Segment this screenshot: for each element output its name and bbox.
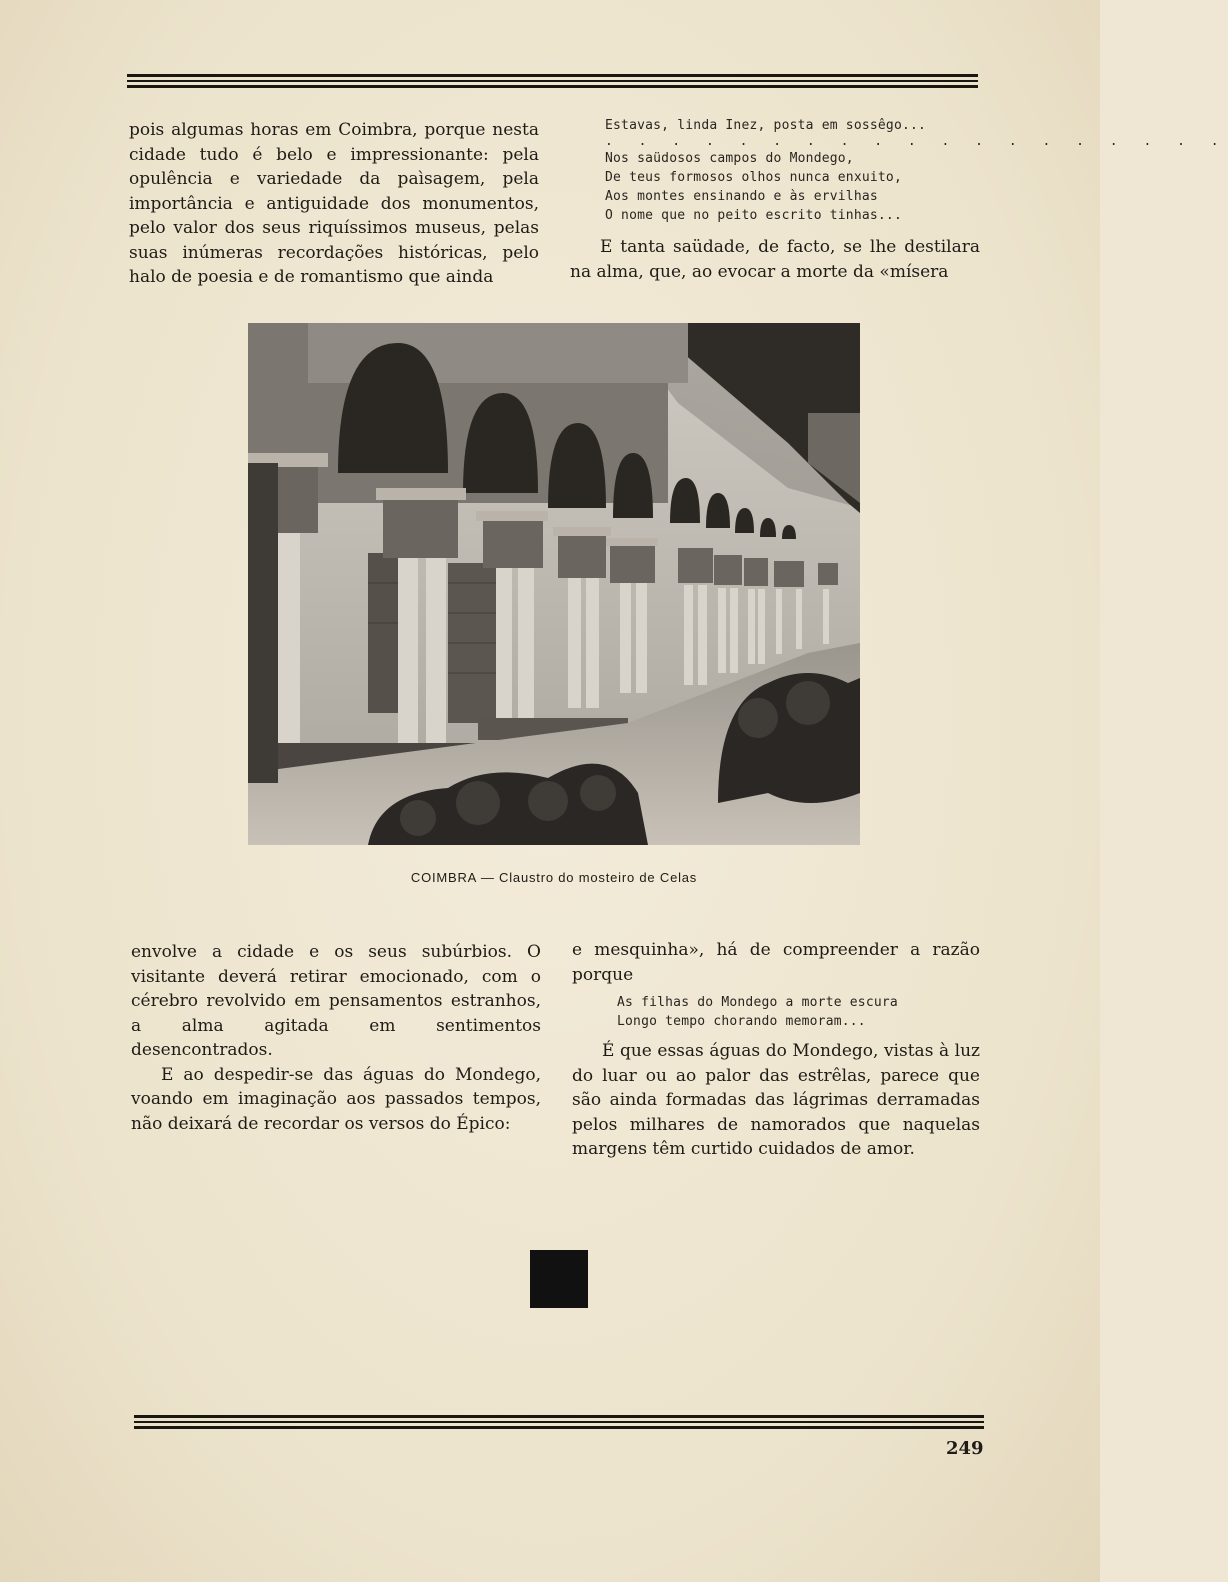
top-right-paragraph: E tanta saüdade, de facto, se lhe destilara na alma, que, ao evocar a morte da «mísera xyxy=(570,237,980,282)
verse-line: Aos montes ensinando e às ervilhas xyxy=(605,189,878,204)
top-left-paragraph: pois algumas horas em Coimbra, porque nesta cidade tudo é belo e impressionante: pela opulência e variedade da paìsagem, pela importância e antiguidade dos monumentos, pelo valor dos seus riquíssimos museus, pelas suas inúmeras recordações históricas, pelo halo de poesia e de romantismo que ainda xyxy=(129,120,539,287)
bottom-rule xyxy=(134,1415,984,1430)
top-rule xyxy=(127,74,978,89)
verse-line: Longo tempo chorando memoram... xyxy=(617,1014,866,1029)
top-left-column xyxy=(129,118,539,290)
bottom-right-paragraph-1: e mesquinha», há de compreender a razão porque xyxy=(572,940,980,985)
bottom-left-paragraph-1: envolve a cidade e os seus subúrbios. O visitante deverá retirar emocionado, com o cérebro revolvido em pensamentos estranhos, a alma agitada em sentimentos desencontrados. xyxy=(131,942,541,1060)
bottom-right-paragraph-2: É que essas águas do Mondego, vistas à luz do luar ou ao palor das estrêlas, parece que são ainda formadas das lágrimas derramadas pelos milhares de namorados que naquelas margens têm curtido cuidados de amor. xyxy=(572,1041,980,1159)
top-right-column xyxy=(570,116,1228,284)
bottom-right-column xyxy=(572,938,980,1162)
verse-line: Estavas, linda Inez, posta em sossêgo... xyxy=(605,118,927,133)
cloister-photograph xyxy=(248,323,860,845)
verse-line: O nome que no peito escrito tinhas... xyxy=(605,208,902,223)
verse-ellipsis-line: . . . . . . . . . . . . . . . . . . . xyxy=(605,134,1228,149)
section-end-mark xyxy=(530,1250,588,1308)
photo-caption: COIMBRA — Claustro do mosteiro de Celas xyxy=(410,870,698,885)
verse-lusiadas-2 xyxy=(617,993,980,1031)
bottom-left-column xyxy=(131,940,541,1136)
verse-line: Nos saüdosos campos do Mondego, xyxy=(605,151,854,166)
verse-line: As filhas do Mondego a morte escura xyxy=(617,995,898,1010)
page-number: 249 xyxy=(946,1438,984,1459)
verse-lusiadas-1 xyxy=(605,116,1228,225)
bottom-left-paragraph-2: E ao despedir-se das águas do Mondego, voando em imaginação aos passados tempos, não deixará de recordar os versos do Épico: xyxy=(131,1064,541,1134)
verse-line: De teus formosos olhos nunca enxuito, xyxy=(605,170,902,185)
